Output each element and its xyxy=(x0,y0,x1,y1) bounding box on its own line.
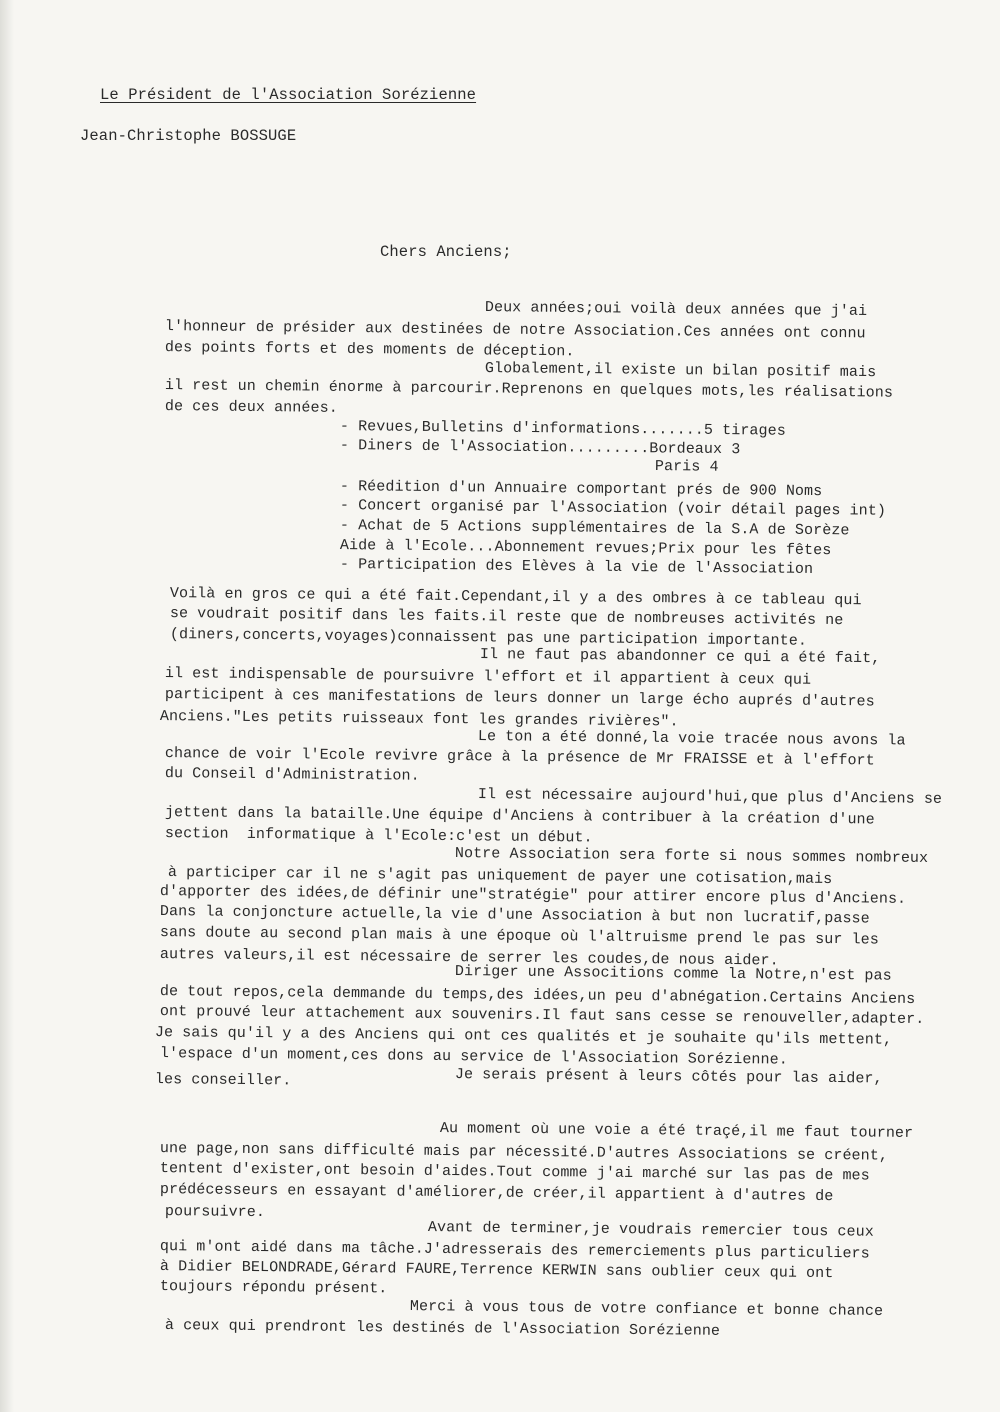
body-line: Paris 4 xyxy=(654,458,719,476)
body-line: Au moment où une voie a été traçé,il me faut tourner xyxy=(439,1120,914,1142)
body-line: - Revues,Bulletins d'informations.......5 tirages xyxy=(339,418,786,440)
author-name: Jean-Christophe BOSSUGE xyxy=(80,127,297,145)
letter-title: Le Président de l'Association Sorézienne xyxy=(100,86,477,104)
body-line: il est indispensable de poursuivre l'effort et il appartient à ceux qui xyxy=(164,665,812,689)
body-line: prédécesseurs en essayant d'améliorer,de créer,il appartient à d'autres de xyxy=(159,1181,834,1206)
body-line: à participer car il ne s'agit pas uniquement de payer une cotisation,mais xyxy=(167,864,833,888)
body-line: - Achat de 5 Actions supplémentaires de la S.A de Sorèze xyxy=(339,517,850,540)
body-line: une page,non sans difficulté mais par nécessité.D'autres Associations se créent, xyxy=(159,1140,889,1165)
body-line: se voudrait positif dans les faits.il reste que de nombreuses activités ne xyxy=(169,605,844,630)
body-line: - Participation des Elèves à la vie de l'Association xyxy=(339,556,814,578)
body-line: Deux années;oui voilà deux années que j'ai xyxy=(484,299,868,321)
body-line: jettent dans la bataille.Une équipe d'Anciens à contribuer à la création d'une xyxy=(164,804,875,829)
body-line: Avant de terminer,je voudrais remercier tous ceux xyxy=(427,1219,874,1241)
body-line: Anciens."Les petits ruisseaux font les grandes rivières". xyxy=(159,708,679,731)
body-line: Merci à vous tous de votre confiance et bonne chance xyxy=(409,1298,884,1320)
body-line: les conseiller. xyxy=(154,1071,292,1090)
page-edge-shadow xyxy=(0,0,14,1412)
body-line: l'honneur de présider aux destinées de notre Association.Ces années ont connu xyxy=(164,318,866,343)
body-line: sans doute au second plan mais à une époque où l'altruisme prend le pas sur les xyxy=(159,924,879,949)
body-line: tentent d'exister,ont besoin d'aides.Tout comme j'ai marché sur las pas de mes xyxy=(159,1160,870,1185)
body-line: de ces deux années. xyxy=(164,398,338,417)
body-line: Le ton a été donné,la voie tracée nous avons la xyxy=(477,728,906,750)
body-line: - Réedition d'un Annuaire comportant prés de 900 Noms xyxy=(339,478,823,501)
body-line: Aide à l'Ecole...Abonnement revues;Prix pour les fêtes xyxy=(339,537,832,560)
body-line: d'apporter des idées,de définir une"stratégie" pour attirer encore plus d'Anciens. xyxy=(159,883,907,908)
body-line: Globalement,il existe un bilan positif mais xyxy=(484,360,877,382)
body-line: section informatique à l'Ecole:c'est un début. xyxy=(164,825,593,847)
body-line: poursuivre. xyxy=(164,1203,266,1222)
body-line: - Diners de l'Association.........Bordeaux 3 xyxy=(339,437,741,459)
body-line: chance de voir l'Ecole revivre grâce à la présence de Mr FRAISSE et à l'effort xyxy=(164,745,875,770)
body-line: de tout repos,cela demmande du temps,des idées,un peu d'abnégation.Certains Anciens xyxy=(159,983,916,1008)
body-line: qui m'ont aidé dans ma tâche.J'adresserais des remerciements plus particuliers xyxy=(159,1238,870,1263)
body-line: Je sais qu'il y a des Anciens qui ont ces qualités et je souhaite qu'ils mettent, xyxy=(154,1024,893,1049)
body-line: Notre Association sera forte si nous sommes nombreux xyxy=(454,845,929,867)
body-line: participent à ces manifestations de leurs donner un large écho auprés d'autres xyxy=(164,686,875,711)
body-line: Dans la conjoncture actuelle,la vie d'une Association à but non lucratif,passe xyxy=(159,903,870,928)
body-line: toujours répondu présent. xyxy=(159,1278,388,1298)
body-line: Il ne faut pas abandonner ce qui a été fait, xyxy=(479,646,881,668)
body-line: à Didier BELONDRADE,Gérard FAURE,Terrence KERWIN sans oublier ceux qui ont xyxy=(159,1258,834,1283)
body-line: l'espace d'un moment,ces dons au service de l'Association Sorézienne. xyxy=(159,1045,788,1069)
body-line: Voilà en gros ce qui a été fait.Cependant,il y a des ombres à ce tableau qui xyxy=(169,585,862,610)
body-line: ont prouvé leur attachement aux souvenirs.Il faut sans cesse se renouveller,adapter. xyxy=(159,1003,925,1029)
body-line: à ceux qui prendront les destinés de l'Association Sorézienne xyxy=(164,1317,721,1340)
body-line: - Concert organisé par l'Association (voir détail pages int) xyxy=(339,497,887,520)
body-line: il rest un chemin énorme à parcourir.Reprenons en quelques mots,les réalisations xyxy=(164,377,894,402)
body-line: du Conseil d'Administration. xyxy=(164,765,420,785)
body-line: autres valeurs,il est nécessaire de serrer les coudes,de nous aider. xyxy=(159,946,779,970)
body-line: Il est nécessaire aujourd'hui,que plus d'Anciens se xyxy=(477,786,943,808)
greeting: Chers Anciens; xyxy=(380,243,512,261)
body-line: Diriger une Associtions comme la Notre,n'est pas xyxy=(454,963,892,985)
body-line: (diners,concerts,voyages)connaissent pas une participation importante. xyxy=(169,626,808,650)
body-line: Je serais présent à leurs côtés pour las aider, xyxy=(454,1066,883,1088)
body-line: des points forts et des moments de déception. xyxy=(164,339,575,361)
